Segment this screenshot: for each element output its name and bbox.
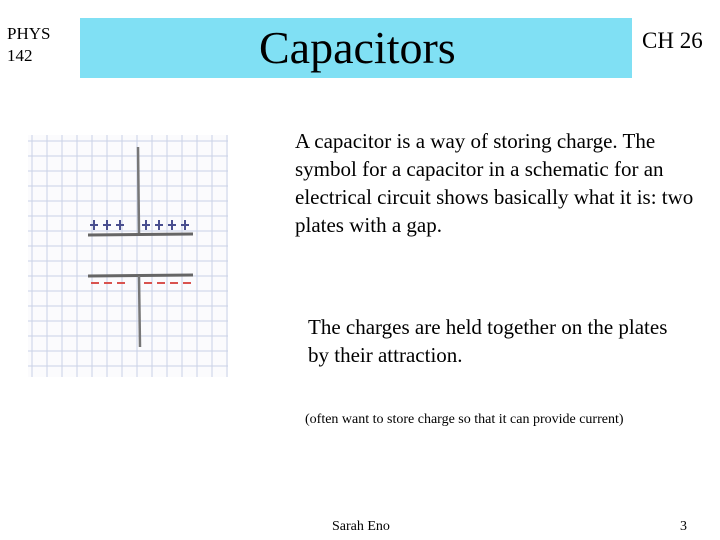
top-plate	[88, 234, 193, 235]
page-number: 3	[680, 519, 687, 534]
paragraph-capacitor-definition: A capacitor is a way of storing charge. The symbol for a capacitor in a schematic for an electrical circuit shows basically what it is: two plates with a gap.	[295, 129, 694, 237]
course-label: PHYS 142	[7, 24, 51, 65]
paragraph-note: (often want to store charge so that it can provide current)	[305, 412, 624, 427]
slide-title: Capacitors	[259, 22, 456, 73]
bottom-plate	[88, 275, 193, 276]
chapter-label: CH 26	[642, 28, 703, 53]
bottom-lead-wire	[139, 276, 140, 347]
footer-author: Sarah Eno	[332, 519, 390, 534]
capacitor-sketch-image	[28, 135, 228, 377]
paragraph-charges-attraction: The charges are held together on the plates by their attraction.	[308, 315, 668, 367]
top-lead-wire	[138, 147, 139, 233]
